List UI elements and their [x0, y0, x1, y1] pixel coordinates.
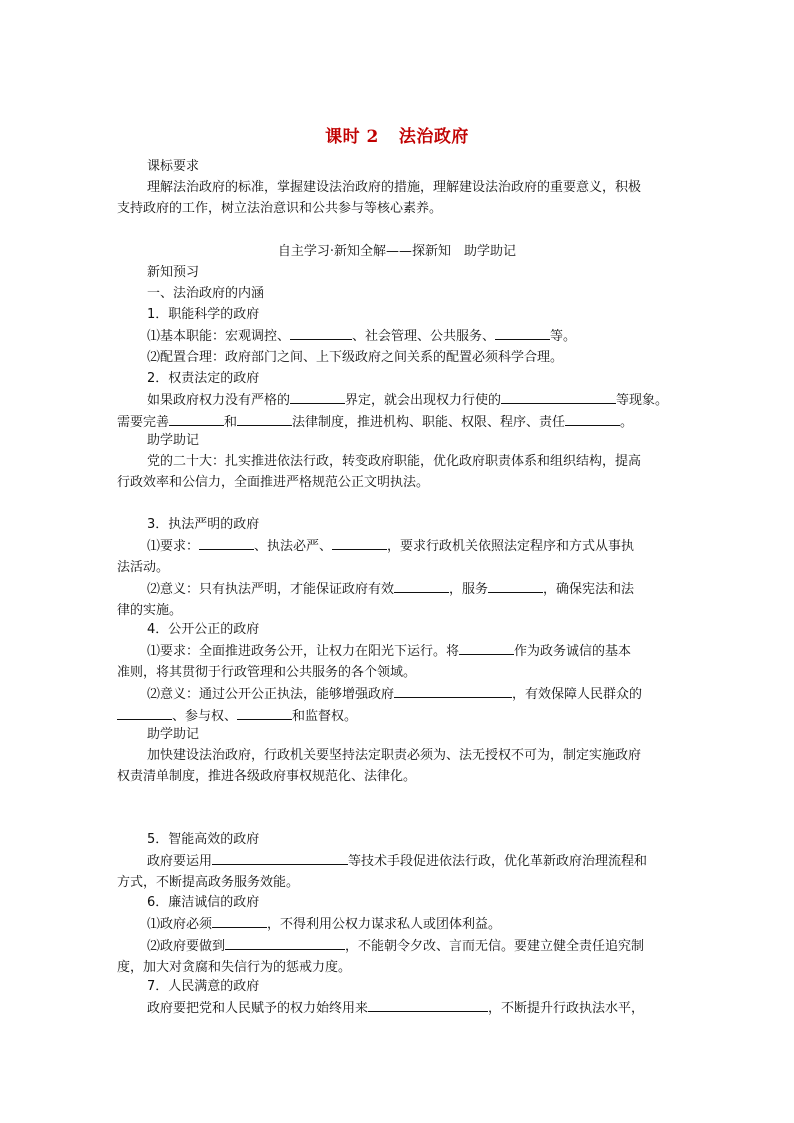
item-1a: ⑴基本职能：宏观调控、 、社会管理、公共服务、 等。	[117, 325, 679, 347]
section-3	[117, 514, 679, 621]
requirements-line-2: 支持政府的工作，树立法治意识和公共参与等核心素养。	[117, 201, 443, 216]
item-4-heading: 4．公开公正的政府	[147, 622, 260, 637]
lesson-number: 课时 2	[325, 127, 379, 147]
fill-blank[interactable]	[459, 640, 514, 655]
section-7	[117, 976, 679, 1019]
fill-blank[interactable]	[199, 535, 254, 550]
fill-blank[interactable]	[394, 683, 512, 698]
fill-blank[interactable]	[488, 578, 543, 593]
study-aid-line-2: 行政效率和公信力，全面推进严格规范公正文明执法。	[117, 475, 430, 490]
requirements-heading: 课标要求	[147, 159, 200, 174]
item-5a-cont: 方式，不断提高政务服务效能。	[117, 875, 300, 890]
study-aid-1	[117, 430, 679, 493]
item-4a: ⑴要求：全面推进政务公开，让权力在阳光下运行。将 作为政务诚信的基本	[117, 640, 679, 662]
fill-blank[interactable]	[212, 913, 267, 928]
item-3a: ⑴要求： 、执法必严、 ，要求行政机关依照法定程序和方式从事执	[117, 535, 679, 557]
fill-blank[interactable]	[332, 535, 387, 550]
item-6-heading: 6．廉洁诚信的政府	[147, 895, 260, 910]
item-1b: ⑵配置合理：政府部门之间、上下级政府之间关系的配置必须科学合理。	[147, 350, 564, 365]
item-6b-cont: 度，加大对贪腐和失信行为的惩戒力度。	[117, 960, 352, 975]
section-4	[117, 619, 679, 727]
study-aid-line-1: 党的二十大：扎实推进依法行政，转变政府职能，优化政府职责体系和组织结构，提高	[147, 454, 642, 469]
item-7a: 政府要把党和人民赋予的权力始终用来 ，不断提升行政执法水平，	[117, 997, 679, 1019]
item-3b-cont: 律的实施。	[117, 603, 183, 618]
fill-blank[interactable]	[169, 411, 224, 426]
section-title: 自主学习·新知全解——探新知 助学助记	[277, 244, 517, 259]
fill-blank[interactable]	[495, 325, 550, 340]
fill-blank[interactable]	[237, 411, 292, 426]
lesson-title	[0, 122, 794, 147]
fill-blank[interactable]	[565, 411, 620, 426]
item-6b: ⑵政府要做到 ，不能朝令夕改、言而无信。要建立健全责任追究制	[117, 935, 679, 957]
fill-blank[interactable]	[225, 935, 345, 950]
fill-blank[interactable]	[117, 705, 172, 720]
knowledge-preview	[117, 262, 679, 433]
item-5a: 政府要运用 等技术手段促进依法行政，优化革新政府治理流程和	[117, 850, 679, 872]
fill-blank[interactable]	[212, 850, 348, 865]
study-aid-line-1: 加快建设法治政府，行政机关要坚持法定职责必须为、法无授权不可为，制定实施政府	[147, 748, 642, 763]
item-3-heading: 3．执法严明的政府	[147, 517, 260, 532]
item-4b: ⑵意义：通过公开公正执法，能够增强政府 ，有效保障人民群众的	[117, 683, 679, 705]
item-3a-cont: 法活动。	[117, 560, 170, 575]
preview-heading: 新知预习	[147, 265, 200, 280]
fill-blank[interactable]	[290, 389, 345, 404]
item-2-heading: 2．权责法定的政府	[147, 371, 260, 386]
curriculum-requirements	[117, 156, 679, 219]
lesson-name: 法治政府	[398, 127, 469, 147]
item-4a-cont: 准则，将其贯彻于行政管理和公共服务的各个领域。	[117, 665, 417, 680]
item-6a: ⑴政府必须 ，不得利用公权力谋求私人或团体利益。	[117, 913, 679, 935]
fill-blank[interactable]	[290, 325, 352, 340]
study-aid-heading: 助学助记	[147, 433, 200, 448]
study-aid-line-2: 权责清单制度，推进各级政府事权规范化、法律化。	[117, 769, 417, 784]
item-2b: 需要完善 和 法律制度，推进机构、职能、权限、程序、责任 。	[117, 411, 679, 433]
study-aid-2	[117, 724, 679, 787]
fill-blank[interactable]	[368, 997, 488, 1012]
requirements-line-1: 理解法治政府的标准，掌握建设法治政府的措施，理解建设法治政府的重要意义，积极	[147, 180, 642, 195]
section-5	[117, 829, 679, 893]
item-1-heading: 1．职能科学的政府	[147, 307, 260, 322]
item-7-heading: 7．人民满意的政府	[147, 979, 260, 994]
study-aid-heading: 助学助记	[147, 727, 200, 742]
fill-blank[interactable]	[501, 389, 616, 404]
fill-blank[interactable]	[237, 705, 292, 720]
item-3b: ⑵意义：只有执法严明，才能保证政府有效 ，服务 ，确保宪法和法	[117, 578, 679, 600]
item-2a: 如果政府权力没有严格的 界定，就会出现权力行使的 等现象。	[117, 389, 679, 411]
item-4b-cont: 、参与权、 和监督权。	[117, 705, 679, 727]
part-one-heading: 一、法治政府的内涵	[147, 286, 265, 301]
section-6	[117, 892, 679, 978]
fill-blank[interactable]	[394, 578, 449, 593]
item-5-heading: 5．智能高效的政府	[147, 832, 260, 847]
